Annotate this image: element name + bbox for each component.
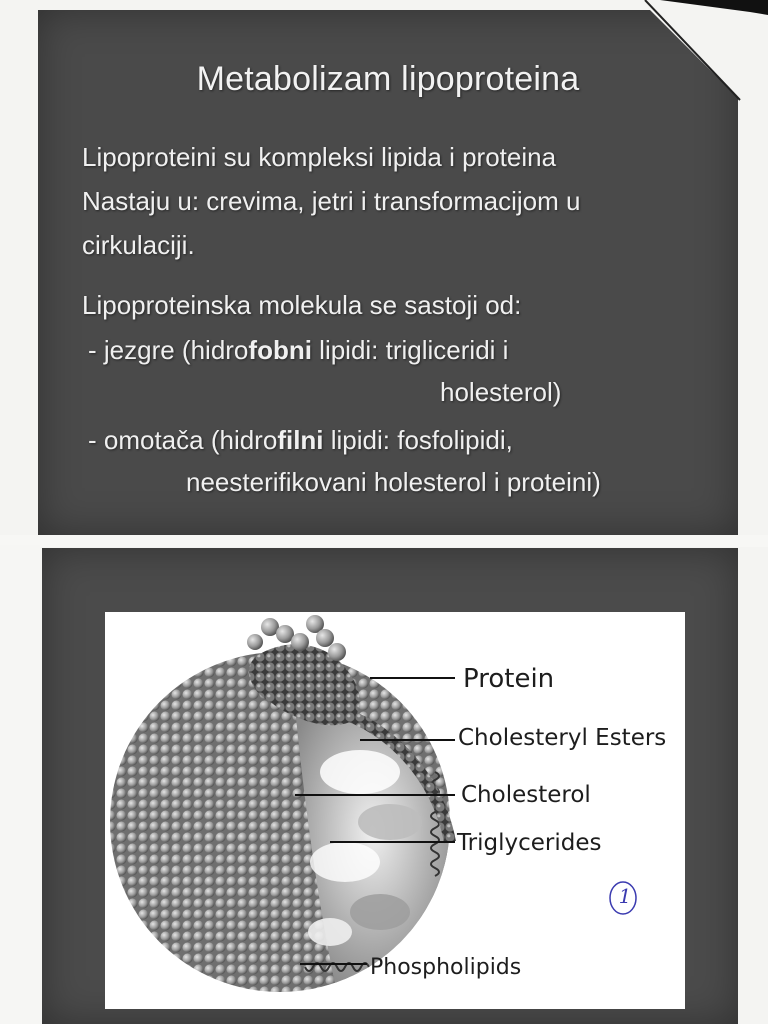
lipoprotein-illustration (105, 612, 685, 1009)
label-triglycerides: Triglycerides (457, 830, 602, 856)
text-line-6: holesterol) (440, 377, 562, 407)
label-cholesteryl-esters: Cholesteryl Esters (458, 725, 667, 751)
text-line-1: Lipoproteini su kompleksi lipida i proteina (82, 142, 557, 172)
slide-separator (0, 535, 768, 547)
lipoprotein-diagram (105, 612, 685, 1009)
text-line-7: - omotača (hidrofilni lipidi: fosfolipidi, (88, 425, 513, 455)
text-line-8: neesterifikovani holesterol i proteini) (186, 467, 601, 497)
label-protein: Protein (463, 664, 555, 694)
text-line-5: - jezgre (hidrofobni lipidi: trigliceridi i (88, 335, 509, 365)
page-margin (0, 545, 40, 1024)
page-corner-fold (640, 0, 768, 130)
label-cholesterol: Cholesterol (461, 782, 591, 808)
handwritten-page-number: 1 (618, 884, 632, 908)
text-line-3: cirkulaciji. (82, 230, 195, 260)
slide-title: Metabolizam lipoproteina (196, 60, 580, 98)
text-line-4: Lipoproteinska molekula se sastoji od: (82, 290, 522, 320)
slide-text (38, 10, 738, 535)
label-phospholipids: Phospholipids (370, 955, 522, 980)
text-line-2: Nastaju u: crevima, jetri i transformacijom u (82, 186, 581, 216)
